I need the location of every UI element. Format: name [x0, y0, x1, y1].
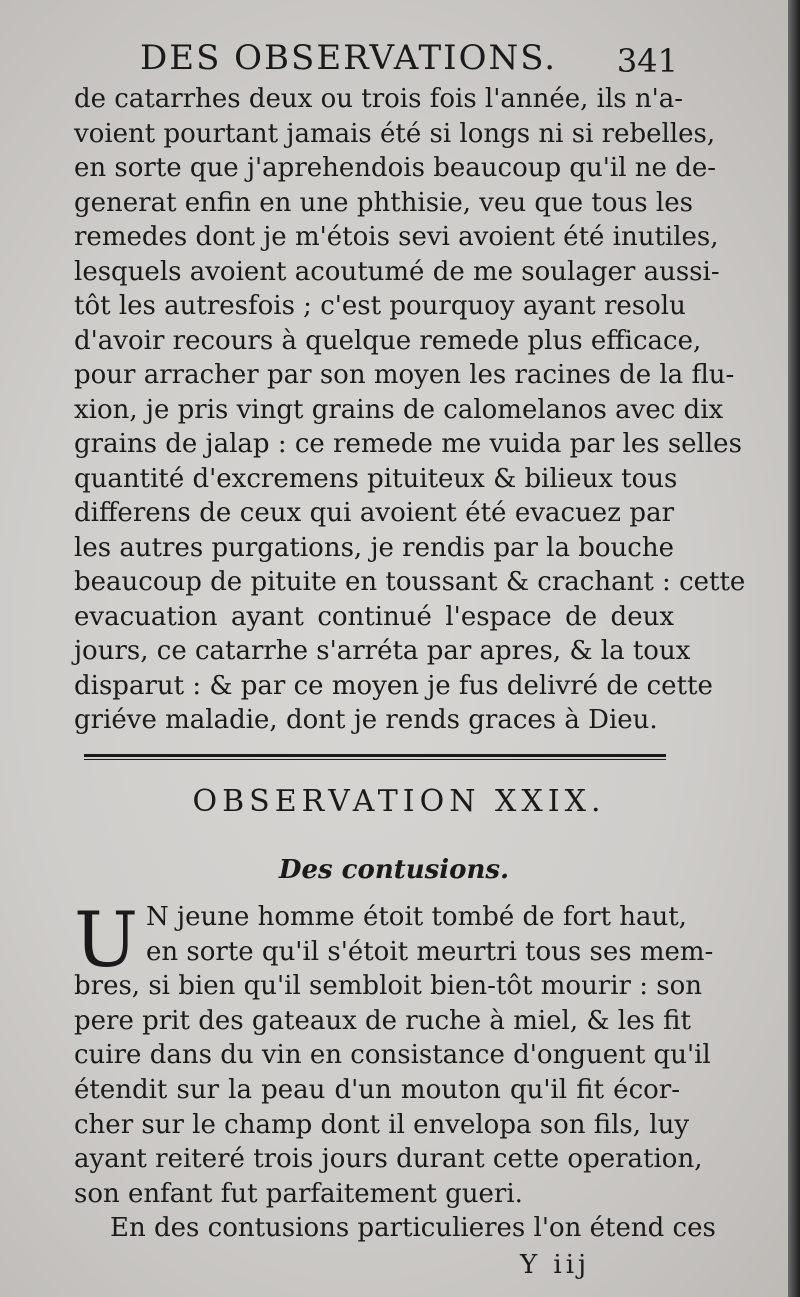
text-line: remedes dont je m'étois sevi avoient été inutiles,: [74, 222, 719, 252]
text-line: pere prit des gateaux de ruche à miel, & les fit: [74, 1005, 691, 1036]
text-line: jours, ce catarrhe s'arréta par apres, & la toux: [74, 636, 691, 666]
text-line: bres, si bien qu'il sembloit bien-tôt mourir : son: [74, 971, 703, 1002]
paragraph-continued: [74, 82, 746, 738]
text-line: étendit sur la peau d'un mouton qu'il fit écor-: [74, 1074, 680, 1105]
text-line: son enfant fut parfaitement gueri.: [74, 1178, 523, 1209]
text-line: grains de jalap : ce remede me vuida par les selles: [74, 429, 742, 459]
text-line: pour arracher par son moyen les racines de la flu-: [74, 360, 735, 390]
observation-text: [74, 895, 716, 1246]
text-line: En des contusions particulieres l'on étend ces: [110, 1213, 716, 1244]
running-head: [140, 38, 700, 88]
text-line: xion, je pris vingt grains de calomelanos avec dix: [74, 394, 724, 425]
text-line: N jeune homme étoit tombé de fort haut,: [146, 902, 687, 932]
page-number: 341: [616, 42, 678, 80]
text-line: disparut : & par ce moyen je fus delivré de cette: [74, 670, 713, 701]
observation-heading: OBSERVATION XXIX.: [192, 784, 606, 819]
text-line: d'avoir recours à quelque remede plus efficace,: [74, 325, 702, 356]
text-line: ayant reiteré trois jours durant cette operation,: [74, 1144, 703, 1175]
text-line: en sorte qu'il s'étoit meurtri tous ses mem-: [146, 936, 714, 967]
drop-cap: U: [74, 895, 139, 984]
text-line: griéve maladie, dont je rends graces à Dieu.: [74, 705, 658, 735]
observation-subheading: Des contusions.: [278, 855, 510, 885]
text-line: lesquels avoient acoutumé de me soulager aussi-: [74, 256, 720, 287]
text-line: les autres purgations, je rendis par la bouche: [74, 532, 674, 563]
text-line: tôt les autresfois ; c'est pourquoy ayant resolu: [74, 291, 686, 321]
signature-mark: Y iij: [520, 1250, 591, 1280]
section-divider: [84, 754, 666, 760]
page-gutter: [788, 0, 800, 1297]
text-line: evacuation ayant continué l'espace de deux: [74, 601, 674, 632]
text-line: differens de ceux qui avoient été evacuez par: [74, 498, 674, 528]
text-line: cher sur le champ dont il envelopa son fils, luy: [74, 1109, 690, 1140]
text-line: voient pourtant jamais été si longs ni si rebelles,: [74, 118, 716, 149]
text-line: generat enfin en une phthisie, veu que tous les: [74, 187, 693, 218]
text-line: quantité d'excremens pituiteux & bilieux tous: [74, 463, 678, 494]
text-line: en sorte que j'aprehendois beaucoup qu'il ne de-: [74, 153, 717, 183]
text-line: cuire dans du vin en consistance d'onguent qu'il: [74, 1040, 711, 1071]
text-line: beaucoup de pituite en toussant & crachant : cette: [74, 567, 746, 597]
text-line: de catarrhes deux ou trois fois l'année, ils n'a-: [74, 84, 684, 114]
running-title: DES OBSERVATIONS.: [140, 38, 558, 78]
